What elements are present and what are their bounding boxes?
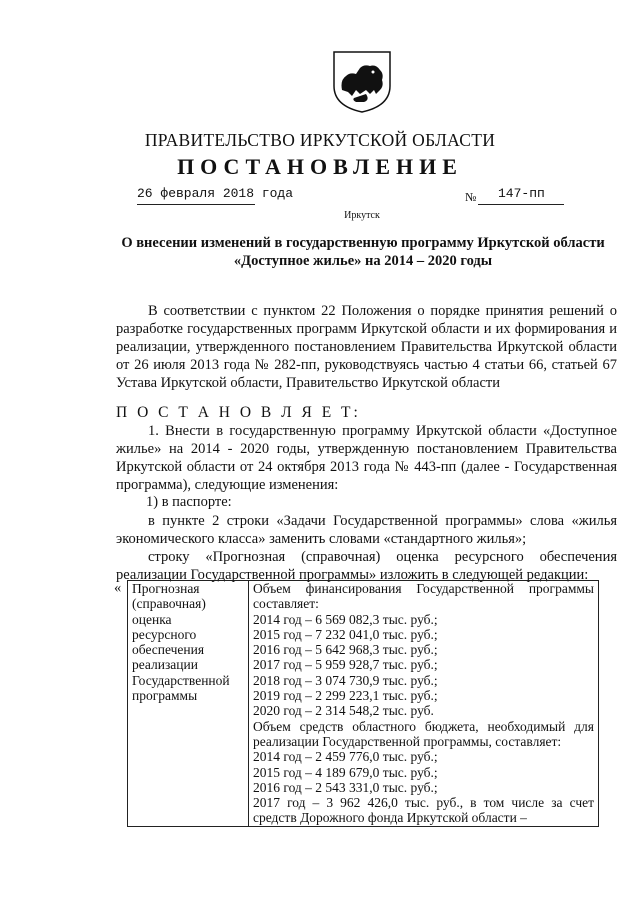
left-cell-line: обеспечения xyxy=(132,642,205,658)
funding-line: 2016 год – 2 543 331,0 тыс. руб.; xyxy=(253,779,438,795)
funding-line: 2018 год – 3 074 730,9 тыс. руб.; xyxy=(253,672,438,688)
forecast-change-paragraph: строку «Прогнозная (справочная) оценка ресурсного обеспечения реализации Государственной программы» изложить в следующей редакции: xyxy=(116,549,617,583)
table-left-cell xyxy=(128,581,249,827)
document-type-heading: ПОСТАНОВЛЕНИЕ xyxy=(177,154,463,179)
decree-date: 26 февраля 2018 года xyxy=(137,186,294,201)
funding-line: 2019 год – 2 299 223,1 тыс. руб.; xyxy=(253,688,438,704)
government-name: ПРАВИТЕЛЬСТВО ИРКУТСКОЙ ОБЛАСТИ xyxy=(144,130,496,150)
funding-line: Объем средств областного бюджета, необходимый для реализации Государственной программы, составляет: xyxy=(253,718,594,749)
left-cell-line: ресурсного xyxy=(132,626,197,642)
funding-line: Объем финансирования Государственной программы составляет: xyxy=(253,581,594,612)
left-cell-line: реализации xyxy=(132,657,198,673)
funding-line: 2014 год – 2 459 776,0 тыс. руб.; xyxy=(253,749,438,765)
funding-line: 2015 год – 7 232 041,0 тыс. руб.; xyxy=(253,626,438,642)
city-name: Иркутск xyxy=(344,210,380,221)
irkutsk-coat-of-arms-emblem xyxy=(326,50,398,114)
tasks-change-paragraph: в пункте 2 строки «Задачи Государственной программы» слова «жилья экономического класса» заменить словами «стандартного жилья»; xyxy=(116,513,617,547)
item-1-paragraph: 1. Внести в государственную программу Иркутской области «Доступное жилье» на 2014 - 2020 годы, утвержденную постановлением Правительства Иркутской области от 24 октября 2013 года № 443-пп (далее - Государственная программа), следующие изменения: xyxy=(116,423,617,493)
left-cell-line: Государственной xyxy=(132,672,230,688)
funding-line: 2020 год – 2 314 548,2 тыс. руб. xyxy=(253,703,434,719)
opening-quote: « xyxy=(114,580,122,596)
funding-line: 2016 год – 5 642 968,3 тыс. руб.; xyxy=(253,642,438,658)
number-sign: № xyxy=(465,190,477,204)
left-cell-line: Прогнозная xyxy=(132,581,200,596)
decree-number: 147-пп xyxy=(498,186,545,201)
left-cell-line: программы xyxy=(132,688,198,704)
decree-title: О внесении изменений в государственную программу Иркутской области «Доступное жилье» на 2014 – 2020 годы xyxy=(121,235,605,269)
resource-table xyxy=(127,580,599,827)
date-underline xyxy=(137,204,255,205)
resolves-heading: П О С Т А Н О В Л Я Е Т: xyxy=(116,404,361,421)
number-underline xyxy=(478,204,564,205)
table-right-cell xyxy=(249,581,599,827)
funding-line: 2015 год – 4 189 679,0 тыс. руб.; xyxy=(253,764,438,780)
preamble-paragraph: В соответствии с пунктом 22 Положения о порядке принятия решений о разработке государственных программ Иркутской области и их формирования и реализации, утвержденного постановлением Правительства Иркутской области от 26 июля 2013 года № 282-пп, руководствуясь частью 4 статьи 66, статьей 67 Устава Иркутской области, Правительство Иркутской области xyxy=(116,303,617,391)
funding-line: 2017 год – 3 962 426,0 тыс. руб., в том числе за счет средств Дорожного фонда Иркутской области – xyxy=(253,795,594,826)
funding-line: 2014 год – 6 569 082,3 тыс. руб.; xyxy=(253,611,438,627)
funding-line: 2017 год – 5 959 928,7 тыс. руб.; xyxy=(253,657,438,673)
left-cell-line: (справочная) xyxy=(132,596,206,612)
left-cell-line: оценка xyxy=(132,611,172,627)
item-1-1-label: 1) в паспорте: xyxy=(146,494,232,510)
table-row xyxy=(128,581,599,827)
